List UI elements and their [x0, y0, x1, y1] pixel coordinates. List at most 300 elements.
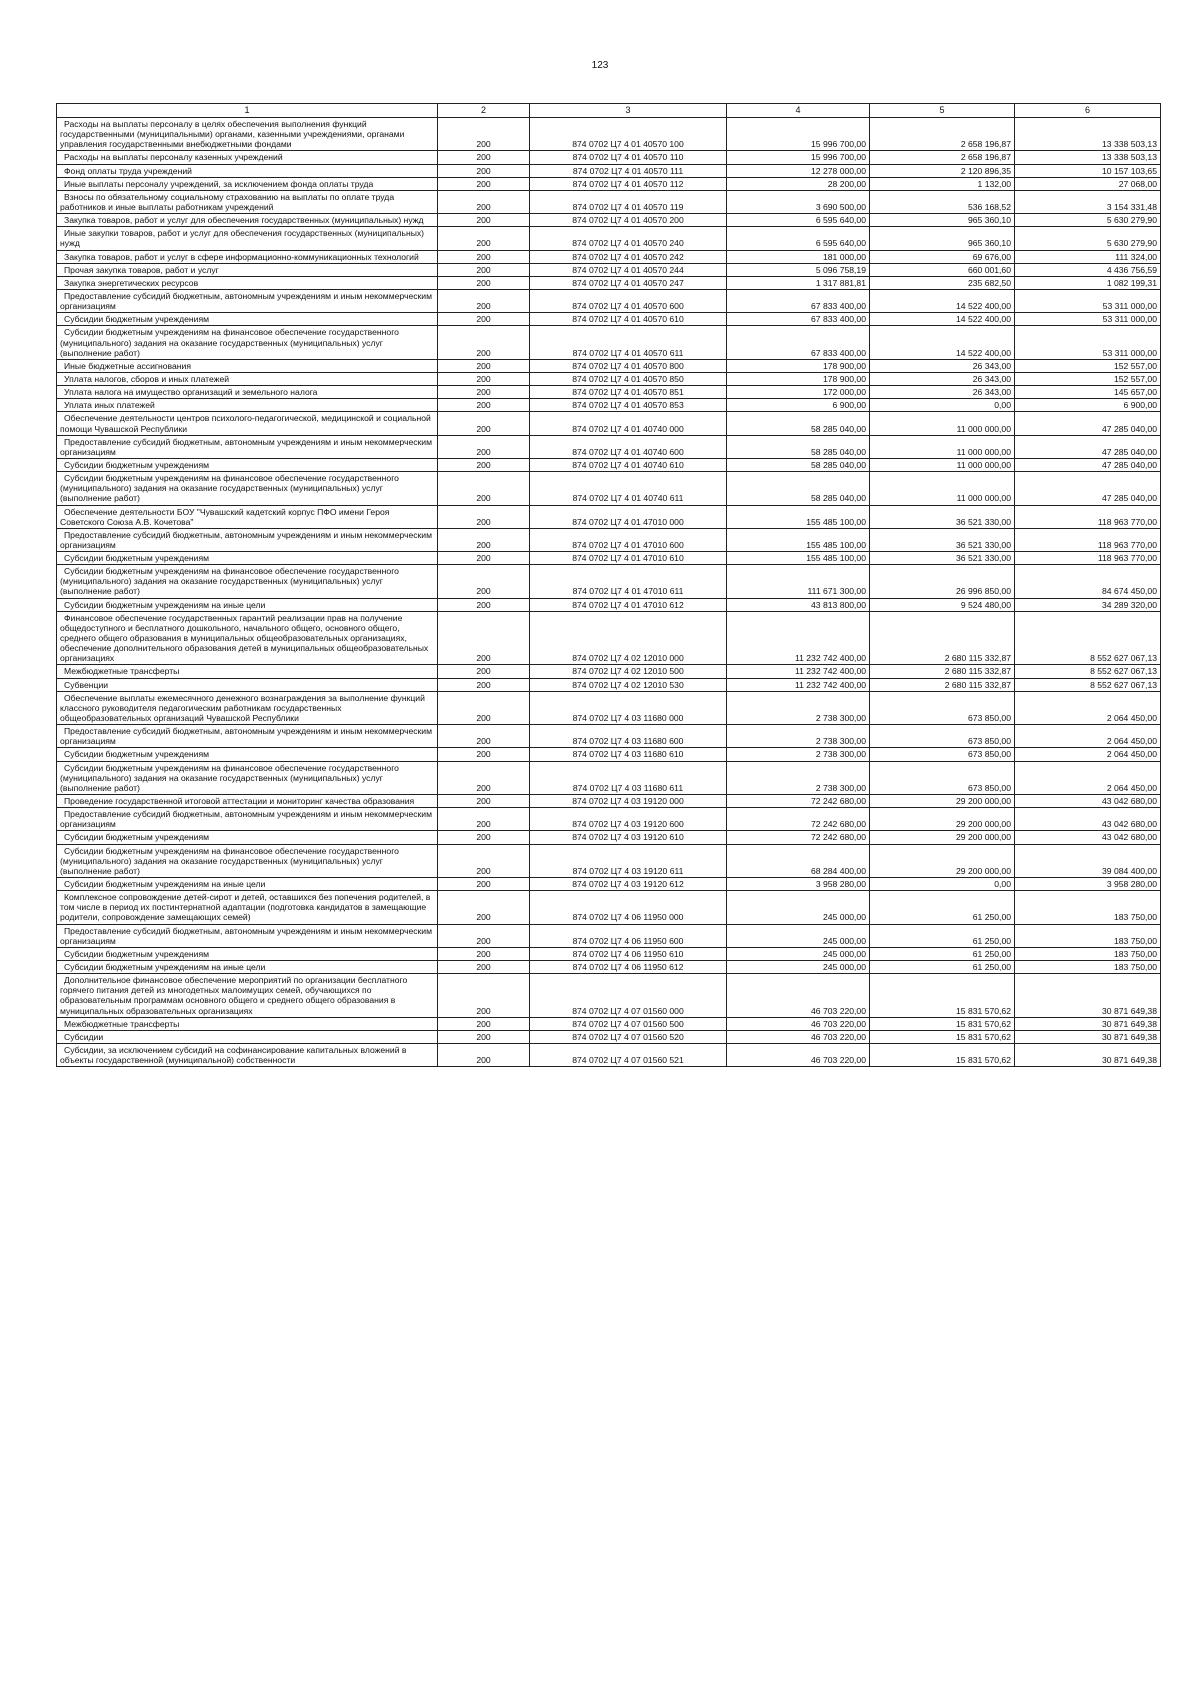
row-approved-amount-cell: 11 232 742 400,00: [727, 611, 870, 665]
row-budget-code-cell: 874 0702 Ц7 4 01 40740 000: [530, 412, 727, 435]
row-name-cell: Предоставление субсидий бюджетным, автономным учреждениям и иным некоммерческим организациям: [57, 725, 438, 748]
row-name-cell: Закупка товаров, работ и услуг для обеспечения государственных (муниципальных) нужд: [57, 214, 438, 227]
row-name-cell: Субсидии бюджетным учреждениям на финансовое обеспечение государственного (муниципального) задания на оказание государственных (муниципальных) услуг (выполнение работ): [57, 565, 438, 598]
row-budget-code-cell: 874 0702 Ц7 4 01 47010 612: [530, 598, 727, 611]
row-name-cell: Субсидии бюджетным учреждениям на финансовое обеспечение государственного (муниципального) задания на оказание государственных (муниципальных) услуг (выполнение работ): [57, 472, 438, 505]
table-row: [57, 748, 1161, 761]
row-budget-code-cell: 874 0702 Ц7 4 01 40570 611: [530, 326, 727, 359]
column-header: 3: [530, 104, 727, 118]
row-unexecuted-amount-cell: 47 285 040,00: [1015, 472, 1161, 505]
row-admin-code-cell: 200: [438, 412, 530, 435]
row-admin-code-cell: 200: [438, 748, 530, 761]
row-admin-code-cell: 200: [438, 1030, 530, 1043]
row-approved-amount-cell: 46 703 220,00: [727, 974, 870, 1018]
row-name-cell: Субсидии бюджетным учреждениям на иные цели: [57, 960, 438, 973]
row-budget-code-cell: 874 0702 Ц7 4 01 47010 600: [530, 528, 727, 551]
table-row: [57, 678, 1161, 691]
row-budget-code-cell: 874 0702 Ц7 4 01 40570 242: [530, 250, 727, 263]
row-name-cell: Субсидии бюджетным учреждениям: [57, 947, 438, 960]
row-executed-amount-cell: 11 000 000,00: [870, 435, 1015, 458]
column-number-header-row: [57, 104, 1161, 118]
table-row: [57, 565, 1161, 598]
row-budget-code-cell: 874 0702 Ц7 4 02 12010 530: [530, 678, 727, 691]
row-approved-amount-cell: 58 285 040,00: [727, 458, 870, 471]
row-executed-amount-cell: 235 682,50: [870, 276, 1015, 289]
row-name-cell: Предоставление субсидий бюджетным, автономным учреждениям и иным некоммерческим организациям: [57, 528, 438, 551]
row-budget-code-cell: 874 0702 Ц7 4 06 11950 612: [530, 960, 727, 973]
row-executed-amount-cell: 15 831 570,62: [870, 1030, 1015, 1043]
row-unexecuted-amount-cell: 27 068,00: [1015, 177, 1161, 190]
row-unexecuted-amount-cell: 5 630 279,90: [1015, 214, 1161, 227]
row-admin-code-cell: 200: [438, 665, 530, 678]
table-row: [57, 177, 1161, 190]
row-approved-amount-cell: 178 900,00: [727, 359, 870, 372]
row-budget-code-cell: 874 0702 Ц7 4 06 11950 610: [530, 947, 727, 960]
row-unexecuted-amount-cell: 145 657,00: [1015, 386, 1161, 399]
row-unexecuted-amount-cell: 3 154 331,48: [1015, 190, 1161, 213]
table-row: [57, 552, 1161, 565]
row-unexecuted-amount-cell: 30 871 649,38: [1015, 974, 1161, 1018]
row-name-cell: Взносы по обязательному социальному страхованию на выплаты по оплате труда работников и иные выплаты работникам учреждений: [57, 190, 438, 213]
row-unexecuted-amount-cell: 39 084 400,00: [1015, 844, 1161, 877]
table-row: [57, 263, 1161, 276]
row-admin-code-cell: 200: [438, 250, 530, 263]
row-approved-amount-cell: 46 703 220,00: [727, 1017, 870, 1030]
row-executed-amount-cell: 2 680 115 332,87: [870, 611, 1015, 665]
row-executed-amount-cell: 0,00: [870, 878, 1015, 891]
row-budget-code-cell: 874 0702 Ц7 4 07 01560 000: [530, 974, 727, 1018]
row-executed-amount-cell: 14 522 400,00: [870, 326, 1015, 359]
row-approved-amount-cell: 12 278 000,00: [727, 164, 870, 177]
table-row: [57, 386, 1161, 399]
column-header: 5: [870, 104, 1015, 118]
row-budget-code-cell: 874 0702 Ц7 4 07 01560 520: [530, 1030, 727, 1043]
row-unexecuted-amount-cell: 84 674 450,00: [1015, 565, 1161, 598]
row-approved-amount-cell: 2 738 300,00: [727, 725, 870, 748]
row-unexecuted-amount-cell: 6 900,00: [1015, 399, 1161, 412]
table-row: [57, 924, 1161, 947]
table-body: [57, 118, 1161, 1067]
row-name-cell: Фонд оплаты труда учреждений: [57, 164, 438, 177]
row-admin-code-cell: 200: [438, 947, 530, 960]
row-unexecuted-amount-cell: 1 082 199,31: [1015, 276, 1161, 289]
row-approved-amount-cell: 2 738 300,00: [727, 691, 870, 724]
column-header: 1: [57, 104, 438, 118]
row-executed-amount-cell: 29 200 000,00: [870, 808, 1015, 831]
table-row: [57, 118, 1161, 151]
row-name-cell: Предоставление субсидий бюджетным, автономным учреждениям и иным некоммерческим организациям: [57, 289, 438, 312]
row-budget-code-cell: 874 0702 Ц7 4 01 40570 800: [530, 359, 727, 372]
column-header: 2: [438, 104, 530, 118]
row-unexecuted-amount-cell: 43 042 680,00: [1015, 795, 1161, 808]
row-approved-amount-cell: 3 958 280,00: [727, 878, 870, 891]
row-name-cell: Расходы на выплаты персоналу в целях обеспечения выполнения функций государственными (муниципальными) органами, казенными учреждениями, органами управления государственными внебюджетными фондами: [57, 118, 438, 151]
row-admin-code-cell: 200: [438, 878, 530, 891]
row-approved-amount-cell: 245 000,00: [727, 891, 870, 924]
row-admin-code-cell: 200: [438, 761, 530, 794]
column-header: 4: [727, 104, 870, 118]
row-executed-amount-cell: 11 000 000,00: [870, 458, 1015, 471]
row-approved-amount-cell: 72 242 680,00: [727, 795, 870, 808]
row-admin-code-cell: 200: [438, 359, 530, 372]
row-approved-amount-cell: 72 242 680,00: [727, 808, 870, 831]
row-unexecuted-amount-cell: 111 324,00: [1015, 250, 1161, 263]
row-name-cell: Обеспечение деятельности центров психолого-педагогической, медицинской и социальной помощи Чувашской Республики: [57, 412, 438, 435]
table-row: [57, 359, 1161, 372]
row-name-cell: Субсидии бюджетным учреждениям на финансовое обеспечение государственного (муниципального) задания на оказание государственных (муниципальных) услуг (выполнение работ): [57, 844, 438, 877]
row-unexecuted-amount-cell: 47 285 040,00: [1015, 435, 1161, 458]
row-name-cell: Субсидии бюджетным учреждениям: [57, 831, 438, 844]
row-budget-code-cell: 874 0702 Ц7 4 01 40740 600: [530, 435, 727, 458]
row-admin-code-cell: 200: [438, 458, 530, 471]
table-row: [57, 795, 1161, 808]
row-name-cell: Иные бюджетные ассигнования: [57, 359, 438, 372]
row-budget-code-cell: 874 0702 Ц7 4 01 40570 850: [530, 372, 727, 385]
row-admin-code-cell: 200: [438, 435, 530, 458]
row-admin-code-cell: 200: [438, 326, 530, 359]
table-row: [57, 1017, 1161, 1030]
budget-execution-table: [56, 103, 1161, 1067]
row-name-cell: Субсидии, за исключением субсидий на софинансирование капитальных вложений в объекты государственной (муниципальной) собственности: [57, 1043, 438, 1066]
row-executed-amount-cell: 673 850,00: [870, 748, 1015, 761]
table-row: [57, 190, 1161, 213]
row-name-cell: Субвенции: [57, 678, 438, 691]
row-executed-amount-cell: 2 658 196,87: [870, 151, 1015, 164]
table-row: [57, 878, 1161, 891]
row-budget-code-cell: 874 0702 Ц7 4 06 11950 000: [530, 891, 727, 924]
row-approved-amount-cell: 245 000,00: [727, 960, 870, 973]
row-unexecuted-amount-cell: 8 552 627 067,13: [1015, 611, 1161, 665]
row-executed-amount-cell: 15 831 570,62: [870, 974, 1015, 1018]
row-admin-code-cell: 200: [438, 974, 530, 1018]
row-budget-code-cell: 874 0702 Ц7 4 01 40570 119: [530, 190, 727, 213]
row-unexecuted-amount-cell: 3 958 280,00: [1015, 878, 1161, 891]
row-budget-code-cell: 874 0702 Ц7 4 03 19120 000: [530, 795, 727, 808]
table-row: [57, 725, 1161, 748]
row-admin-code-cell: 200: [438, 190, 530, 213]
row-approved-amount-cell: 15 996 700,00: [727, 151, 870, 164]
row-executed-amount-cell: 36 521 330,00: [870, 528, 1015, 551]
row-approved-amount-cell: 15 996 700,00: [727, 118, 870, 151]
row-name-cell: Уплата иных платежей: [57, 399, 438, 412]
table-row: [57, 691, 1161, 724]
row-name-cell: Иные выплаты персоналу учреждений, за исключением фонда оплаты труда: [57, 177, 438, 190]
row-admin-code-cell: 200: [438, 386, 530, 399]
row-name-cell: Закупка энергетических ресурсов: [57, 276, 438, 289]
row-name-cell: Прочая закупка товаров, работ и услуг: [57, 263, 438, 276]
row-budget-code-cell: 874 0702 Ц7 4 01 40570 112: [530, 177, 727, 190]
row-name-cell: Межбюджетные трансферты: [57, 1017, 438, 1030]
row-unexecuted-amount-cell: 2 064 450,00: [1015, 761, 1161, 794]
row-name-cell: Уплата налогов, сборов и иных платежей: [57, 372, 438, 385]
table-row: [57, 808, 1161, 831]
row-approved-amount-cell: 1 317 881,81: [727, 276, 870, 289]
row-approved-amount-cell: 28 200,00: [727, 177, 870, 190]
row-approved-amount-cell: 172 000,00: [727, 386, 870, 399]
row-approved-amount-cell: 3 690 500,00: [727, 190, 870, 213]
row-executed-amount-cell: 15 831 570,62: [870, 1017, 1015, 1030]
row-approved-amount-cell: 46 703 220,00: [727, 1043, 870, 1066]
row-budget-code-cell: 874 0702 Ц7 4 01 40570 851: [530, 386, 727, 399]
row-admin-code-cell: 200: [438, 960, 530, 973]
row-approved-amount-cell: 155 485 100,00: [727, 505, 870, 528]
row-admin-code-cell: 200: [438, 795, 530, 808]
row-executed-amount-cell: 2 680 115 332,87: [870, 678, 1015, 691]
row-budget-code-cell: 874 0702 Ц7 4 03 19120 612: [530, 878, 727, 891]
row-name-cell: Расходы на выплаты персоналу казенных учреждений: [57, 151, 438, 164]
row-admin-code-cell: 200: [438, 528, 530, 551]
row-admin-code-cell: 200: [438, 151, 530, 164]
row-name-cell: Предоставление субсидий бюджетным, автономным учреждениям и иным некоммерческим организациям: [57, 924, 438, 947]
row-approved-amount-cell: 5 096 758,19: [727, 263, 870, 276]
row-budget-code-cell: 874 0702 Ц7 4 01 40570 600: [530, 289, 727, 312]
row-budget-code-cell: 874 0702 Ц7 4 01 40570 100: [530, 118, 727, 151]
row-name-cell: Обеспечение деятельности БОУ "Чувашский кадетский корпус ПФО имени Героя Советского Союза А.В. Кочетова": [57, 505, 438, 528]
row-executed-amount-cell: 61 250,00: [870, 960, 1015, 973]
table-row: [57, 844, 1161, 877]
table-row: [57, 250, 1161, 263]
table-row: [57, 960, 1161, 973]
row-name-cell: Проведение государственной итоговой аттестации и мониторинг качества образования: [57, 795, 438, 808]
row-unexecuted-amount-cell: 10 157 103,65: [1015, 164, 1161, 177]
row-executed-amount-cell: 14 522 400,00: [870, 313, 1015, 326]
row-admin-code-cell: 200: [438, 372, 530, 385]
row-unexecuted-amount-cell: 118 963 770,00: [1015, 552, 1161, 565]
table-row: [57, 947, 1161, 960]
row-budget-code-cell: 874 0702 Ц7 4 01 40570 110: [530, 151, 727, 164]
row-approved-amount-cell: 72 242 680,00: [727, 831, 870, 844]
row-unexecuted-amount-cell: 183 750,00: [1015, 891, 1161, 924]
row-approved-amount-cell: 11 232 742 400,00: [727, 678, 870, 691]
row-admin-code-cell: 200: [438, 1017, 530, 1030]
table-row: [57, 458, 1161, 471]
row-approved-amount-cell: 11 232 742 400,00: [727, 665, 870, 678]
table-row: [57, 276, 1161, 289]
row-unexecuted-amount-cell: 47 285 040,00: [1015, 458, 1161, 471]
row-budget-code-cell: 874 0702 Ц7 4 07 01560 521: [530, 1043, 727, 1066]
row-executed-amount-cell: 14 522 400,00: [870, 289, 1015, 312]
row-name-cell: Комплексное сопровождение детей-сирот и детей, оставшихся без попечения родителей, в том числе в период их постинтернатной адаптации (подготовка кандидатов в замещающие родители, сопровождение замещающих семей): [57, 891, 438, 924]
table-row: [57, 1030, 1161, 1043]
row-executed-amount-cell: 29 200 000,00: [870, 844, 1015, 877]
table-row: [57, 1043, 1161, 1066]
row-approved-amount-cell: 181 000,00: [727, 250, 870, 263]
table-row: [57, 214, 1161, 227]
row-executed-amount-cell: 26 343,00: [870, 372, 1015, 385]
row-budget-code-cell: 874 0702 Ц7 4 01 47010 610: [530, 552, 727, 565]
row-budget-code-cell: 874 0702 Ц7 4 03 11680 610: [530, 748, 727, 761]
row-admin-code-cell: 200: [438, 276, 530, 289]
table-row: [57, 611, 1161, 665]
row-unexecuted-amount-cell: 2 064 450,00: [1015, 691, 1161, 724]
row-admin-code-cell: 200: [438, 289, 530, 312]
row-unexecuted-amount-cell: 13 338 503,13: [1015, 151, 1161, 164]
row-name-cell: Субсидии бюджетным учреждениям: [57, 458, 438, 471]
row-executed-amount-cell: 2 120 896,35: [870, 164, 1015, 177]
row-unexecuted-amount-cell: 152 557,00: [1015, 359, 1161, 372]
row-executed-amount-cell: 11 000 000,00: [870, 472, 1015, 505]
row-approved-amount-cell: 6 595 640,00: [727, 227, 870, 250]
table-row: [57, 227, 1161, 250]
row-admin-code-cell: 200: [438, 118, 530, 151]
row-budget-code-cell: 874 0702 Ц7 4 01 40570 200: [530, 214, 727, 227]
row-budget-code-cell: 874 0702 Ц7 4 03 19120 600: [530, 808, 727, 831]
row-unexecuted-amount-cell: 30 871 649,38: [1015, 1017, 1161, 1030]
row-name-cell: Субсидии бюджетным учреждениям на финансовое обеспечение государственного (муниципального) задания на оказание государственных (муниципальных) услуг (выполнение работ): [57, 326, 438, 359]
row-unexecuted-amount-cell: 183 750,00: [1015, 924, 1161, 947]
row-admin-code-cell: 200: [438, 472, 530, 505]
row-admin-code-cell: 200: [438, 678, 530, 691]
row-name-cell: Уплата налога на имущество организаций и земельного налога: [57, 386, 438, 399]
row-budget-code-cell: 874 0702 Ц7 4 03 19120 610: [530, 831, 727, 844]
row-admin-code-cell: 200: [438, 891, 530, 924]
row-approved-amount-cell: 68 284 400,00: [727, 844, 870, 877]
row-unexecuted-amount-cell: 5 630 279,90: [1015, 227, 1161, 250]
row-budget-code-cell: 874 0702 Ц7 4 07 01560 500: [530, 1017, 727, 1030]
row-admin-code-cell: 200: [438, 227, 530, 250]
row-budget-code-cell: 874 0702 Ц7 4 01 40570 244: [530, 263, 727, 276]
row-unexecuted-amount-cell: 118 963 770,00: [1015, 528, 1161, 551]
row-admin-code-cell: 200: [438, 598, 530, 611]
row-admin-code-cell: 200: [438, 831, 530, 844]
row-approved-amount-cell: 245 000,00: [727, 947, 870, 960]
column-header: 6: [1015, 104, 1161, 118]
row-approved-amount-cell: 178 900,00: [727, 372, 870, 385]
row-name-cell: Закупка товаров, работ и услуг в сфере информационно-коммуникационных технологий: [57, 250, 438, 263]
row-executed-amount-cell: 61 250,00: [870, 947, 1015, 960]
row-executed-amount-cell: 29 200 000,00: [870, 831, 1015, 844]
table-row: [57, 326, 1161, 359]
row-executed-amount-cell: 61 250,00: [870, 891, 1015, 924]
row-executed-amount-cell: 29 200 000,00: [870, 795, 1015, 808]
row-unexecuted-amount-cell: 53 311 000,00: [1015, 326, 1161, 359]
row-executed-amount-cell: 965 360,10: [870, 227, 1015, 250]
row-approved-amount-cell: 2 738 300,00: [727, 761, 870, 794]
row-unexecuted-amount-cell: 8 552 627 067,13: [1015, 665, 1161, 678]
row-budget-code-cell: 874 0702 Ц7 4 03 11680 600: [530, 725, 727, 748]
row-unexecuted-amount-cell: 118 963 770,00: [1015, 505, 1161, 528]
table-row: [57, 528, 1161, 551]
row-name-cell: Предоставление субсидий бюджетным, автономным учреждениям и иным некоммерческим организациям: [57, 435, 438, 458]
row-unexecuted-amount-cell: 34 289 320,00: [1015, 598, 1161, 611]
row-name-cell: Обеспечение выплаты ежемесячного денежного вознаграждения за выполнение функций классного руководителя педагогическим работникам государственных общеобразовательных организаций Чувашской Республики: [57, 691, 438, 724]
row-name-cell: Субсидии бюджетным учреждениям на иные цели: [57, 598, 438, 611]
row-budget-code-cell: 874 0702 Ц7 4 01 40570 111: [530, 164, 727, 177]
row-executed-amount-cell: 673 850,00: [870, 725, 1015, 748]
row-executed-amount-cell: 26 343,00: [870, 386, 1015, 399]
row-unexecuted-amount-cell: 4 436 756,59: [1015, 263, 1161, 276]
table-row: [57, 164, 1161, 177]
row-unexecuted-amount-cell: 183 750,00: [1015, 960, 1161, 973]
row-unexecuted-amount-cell: 53 311 000,00: [1015, 289, 1161, 312]
row-budget-code-cell: 874 0702 Ц7 4 03 19120 611: [530, 844, 727, 877]
row-admin-code-cell: 200: [438, 691, 530, 724]
row-unexecuted-amount-cell: 2 064 450,00: [1015, 725, 1161, 748]
table-row: [57, 399, 1161, 412]
row-approved-amount-cell: 245 000,00: [727, 924, 870, 947]
row-executed-amount-cell: 0,00: [870, 399, 1015, 412]
page-number: 123: [591, 60, 609, 71]
row-admin-code-cell: 200: [438, 505, 530, 528]
table-row: [57, 761, 1161, 794]
row-unexecuted-amount-cell: 53 311 000,00: [1015, 313, 1161, 326]
row-approved-amount-cell: 6 900,00: [727, 399, 870, 412]
row-approved-amount-cell: 43 813 800,00: [727, 598, 870, 611]
row-approved-amount-cell: 58 285 040,00: [727, 472, 870, 505]
row-admin-code-cell: 200: [438, 924, 530, 947]
row-executed-amount-cell: 9 524 480,00: [870, 598, 1015, 611]
row-unexecuted-amount-cell: 152 557,00: [1015, 372, 1161, 385]
row-name-cell: Субсидии бюджетным учреждениям на финансовое обеспечение государственного (муниципального) задания на оказание государственных (муниципальных) услуг (выполнение работ): [57, 761, 438, 794]
row-executed-amount-cell: 660 001,60: [870, 263, 1015, 276]
row-budget-code-cell: 874 0702 Ц7 4 01 40570 240: [530, 227, 727, 250]
table-row: [57, 505, 1161, 528]
row-admin-code-cell: 200: [438, 552, 530, 565]
row-admin-code-cell: 200: [438, 725, 530, 748]
row-admin-code-cell: 200: [438, 164, 530, 177]
row-name-cell: Дополнительное финансовое обеспечение мероприятий по организации бесплатного горячего питания детей из многодетных малоимущих семей, обучающихся по образовательным программам основного общего и среднего общего образования в муниципальных образовательных организациях: [57, 974, 438, 1018]
row-admin-code-cell: 200: [438, 313, 530, 326]
row-unexecuted-amount-cell: 47 285 040,00: [1015, 412, 1161, 435]
row-admin-code-cell: 200: [438, 177, 530, 190]
row-name-cell: Межбюджетные трансферты: [57, 665, 438, 678]
row-admin-code-cell: 200: [438, 565, 530, 598]
row-executed-amount-cell: 11 000 000,00: [870, 412, 1015, 435]
row-budget-code-cell: 874 0702 Ц7 4 01 47010 611: [530, 565, 727, 598]
row-executed-amount-cell: 26 343,00: [870, 359, 1015, 372]
row-executed-amount-cell: 36 521 330,00: [870, 552, 1015, 565]
row-approved-amount-cell: 58 285 040,00: [727, 435, 870, 458]
table-row: [57, 435, 1161, 458]
row-budget-code-cell: 874 0702 Ц7 4 01 40570 853: [530, 399, 727, 412]
row-executed-amount-cell: 2 658 196,87: [870, 118, 1015, 151]
row-name-cell: Субсидии бюджетным учреждениям: [57, 748, 438, 761]
table-row: [57, 974, 1161, 1018]
table-row: [57, 372, 1161, 385]
row-unexecuted-amount-cell: 30 871 649,38: [1015, 1030, 1161, 1043]
row-unexecuted-amount-cell: 183 750,00: [1015, 947, 1161, 960]
table-row: [57, 313, 1161, 326]
row-name-cell: Иные закупки товаров, работ и услуг для обеспечения государственных (муниципальных) нужд: [57, 227, 438, 250]
row-executed-amount-cell: 15 831 570,62: [870, 1043, 1015, 1066]
row-admin-code-cell: 200: [438, 214, 530, 227]
row-unexecuted-amount-cell: 13 338 503,13: [1015, 118, 1161, 151]
row-name-cell: Предоставление субсидий бюджетным, автономным учреждениям и иным некоммерческим организациям: [57, 808, 438, 831]
row-name-cell: Субсидии бюджетным учреждениям: [57, 552, 438, 565]
row-budget-code-cell: 874 0702 Ц7 4 02 12010 500: [530, 665, 727, 678]
row-approved-amount-cell: 111 671 300,00: [727, 565, 870, 598]
row-budget-code-cell: 874 0702 Ц7 4 06 11950 600: [530, 924, 727, 947]
row-name-cell: Субсидии бюджетным учреждениям на иные цели: [57, 878, 438, 891]
row-unexecuted-amount-cell: 8 552 627 067,13: [1015, 678, 1161, 691]
table-row: [57, 289, 1161, 312]
row-budget-code-cell: 874 0702 Ц7 4 01 40570 247: [530, 276, 727, 289]
row-budget-code-cell: 874 0702 Ц7 4 03 11680 000: [530, 691, 727, 724]
row-executed-amount-cell: 2 680 115 332,87: [870, 665, 1015, 678]
row-unexecuted-amount-cell: 43 042 680,00: [1015, 808, 1161, 831]
row-executed-amount-cell: 1 132,00: [870, 177, 1015, 190]
row-approved-amount-cell: 6 595 640,00: [727, 214, 870, 227]
row-budget-code-cell: 874 0702 Ц7 4 01 47010 000: [530, 505, 727, 528]
row-approved-amount-cell: 67 833 400,00: [727, 289, 870, 312]
row-approved-amount-cell: 46 703 220,00: [727, 1030, 870, 1043]
row-approved-amount-cell: 67 833 400,00: [727, 313, 870, 326]
row-approved-amount-cell: 155 485 100,00: [727, 528, 870, 551]
row-unexecuted-amount-cell: 2 064 450,00: [1015, 748, 1161, 761]
row-admin-code-cell: 200: [438, 808, 530, 831]
table-row: [57, 412, 1161, 435]
row-budget-code-cell: 874 0702 Ц7 4 01 40570 610: [530, 313, 727, 326]
